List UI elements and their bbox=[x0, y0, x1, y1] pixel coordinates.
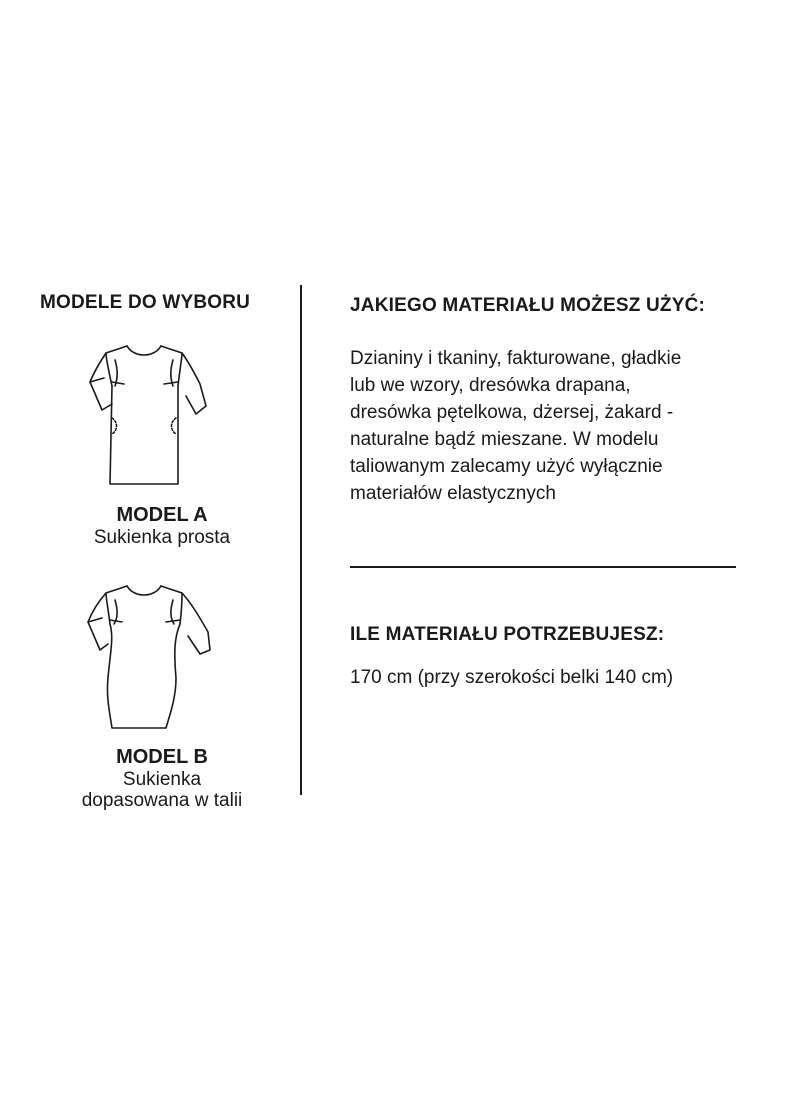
model-a-caption bbox=[40, 503, 284, 548]
model-a-sketch bbox=[60, 338, 236, 498]
horizontal-divider bbox=[350, 566, 736, 568]
straight-dress-icon bbox=[60, 338, 236, 498]
model-b-description-line2: dopasowana w talii bbox=[81, 790, 243, 811]
materials-line: lub we wzory, dresówka drapana, bbox=[350, 375, 631, 396]
materials-title: JAKIEGO MATERIAŁU MOŻESZ UŻYĆ: bbox=[350, 295, 706, 316]
amount-text: 170 cm (przy szerokości belki 140 cm) bbox=[350, 667, 674, 688]
materials-line: materiałów elastycznych bbox=[350, 483, 556, 504]
model-a-name: MODEL A bbox=[116, 504, 208, 526]
model-b-caption bbox=[40, 745, 284, 811]
model-a-description: Sukienka prosta bbox=[93, 527, 231, 548]
materials-line: taliowanym zalecamy użyć wyłącznie bbox=[350, 456, 663, 477]
model-b-sketch bbox=[60, 578, 236, 738]
materials-line: Dzianiny i tkaniny, fakturowane, gładkie bbox=[350, 348, 682, 369]
materials-description bbox=[350, 345, 750, 507]
model-b-description-line1: Sukienka bbox=[122, 769, 202, 790]
materials-line: dresówka pętelkowa, dżersej, żakard - bbox=[350, 402, 674, 423]
amount-title: ILE MATERIAŁU POTRZEBUJESZ: bbox=[350, 624, 665, 645]
model-b-name: MODEL B bbox=[116, 746, 208, 768]
fitted-dress-icon bbox=[60, 578, 236, 738]
materials-line: naturalne bądź mieszane. W modelu bbox=[350, 429, 659, 450]
models-heading: MODELE DO WYBORU bbox=[40, 292, 251, 313]
vertical-divider bbox=[300, 285, 302, 795]
